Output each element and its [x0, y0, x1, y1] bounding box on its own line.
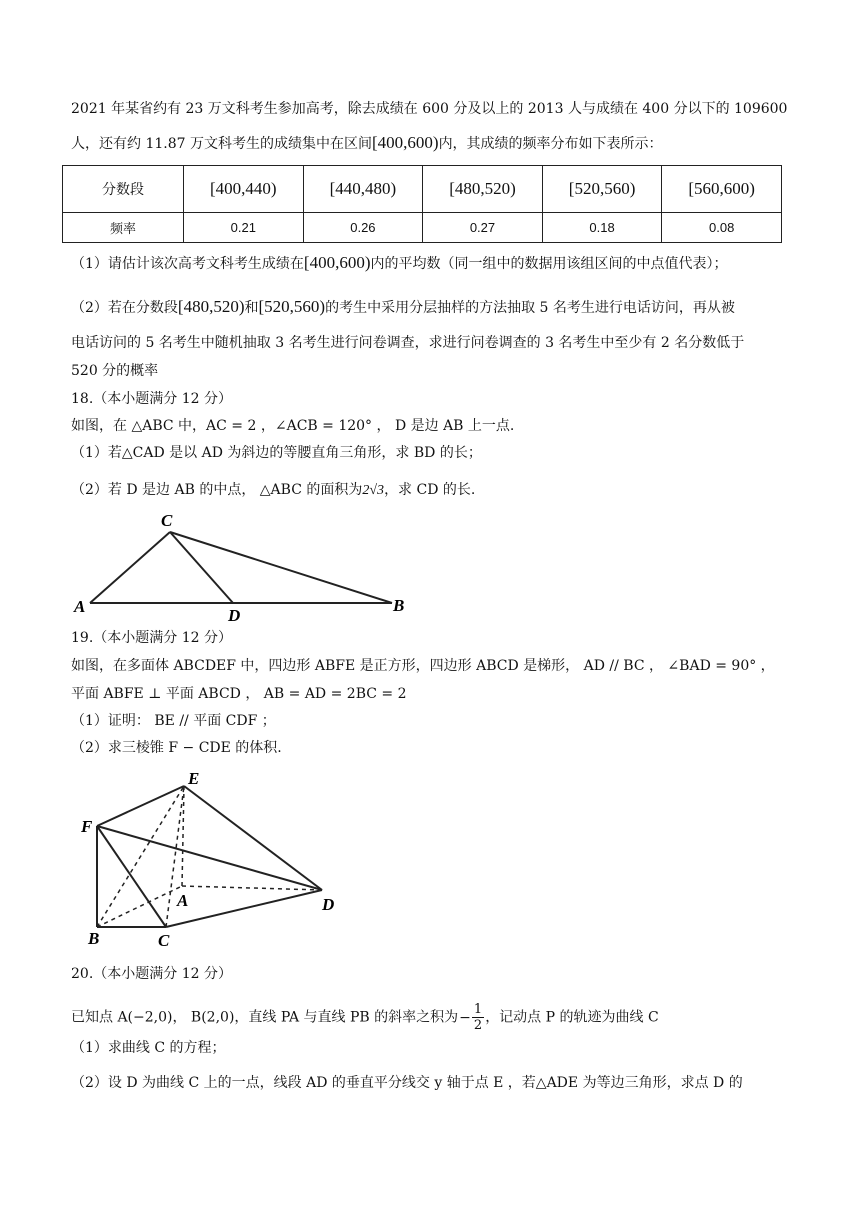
- q17-p1-interval: [400,600): [303, 253, 371, 272]
- edge-fc: [97, 826, 166, 927]
- q17-p2-text-a: （2）若在分数段: [71, 300, 178, 316]
- q19-stem-1: 如图，在多面体 ABCDEF 中，四边形 ABFE 是正方形，四边形 ABCD 是梯形， AD // BC ， ∠BAD = 90° ，: [71, 658, 775, 674]
- label-a: A: [177, 891, 189, 910]
- table-row-freqs: [63, 213, 782, 243]
- q20-fraction-denominator: 2: [473, 1018, 483, 1033]
- edge-ad: [182, 886, 322, 890]
- q20-part-2: （2）设 D 为曲线 C 上的一点，线段 AD 的垂直平分线交 y 轴于点 E ，若△ADE 为等边三角形，求点 D 的: [71, 1075, 743, 1091]
- table-cell-freq: 0.18: [542, 213, 662, 243]
- q20-part-1: （1）求曲线 C 的方程；: [71, 1040, 226, 1056]
- intro-interval: [400,600): [371, 133, 439, 152]
- q17-part-2-line-3: 520 分的概率: [71, 363, 159, 379]
- table-cell-freq: 0.26: [303, 213, 423, 243]
- table-row-intervals: [63, 166, 782, 213]
- table-cell-interval: [440,480): [303, 166, 423, 213]
- q20-fraction-numerator: 1: [473, 1002, 483, 1017]
- q18-p2-text-a: （2）若 D 是边 AB 的中点， △ABC 的面积为: [71, 482, 363, 498]
- label-e: E: [188, 769, 200, 788]
- polyhedron-figure: [78, 766, 340, 951]
- q17-part-2: [71, 297, 735, 318]
- table-cell-freq: 0.21: [184, 213, 304, 243]
- intro-line-1: 2021 年某省约有 23 万文科考生参加高考，除去成绩在 600 分及以上的 2013 人与成绩在 400 分以下的 109600: [71, 101, 788, 117]
- edge-fe: [97, 786, 184, 826]
- table-row-label: 频率: [63, 213, 184, 243]
- label-b: B: [88, 929, 100, 948]
- triangle-figure: [70, 508, 415, 623]
- q18-stem: 如图，在 △ABC 中，AC = 2 ，∠ACB = 120° ， D 是边 AB 上一点.: [71, 418, 515, 434]
- label-d: D: [322, 895, 335, 914]
- table-cell-interval: [560,600): [662, 166, 782, 213]
- q20-stem: [71, 1002, 659, 1033]
- table-cell-freq: 0.08: [662, 213, 782, 243]
- intro-text-a: 人，还有约 11.87 万文科考生的成绩集中在区间: [71, 136, 372, 152]
- q17-p2-text-b: 的考生中采用分层抽样的方法抽取 5 名考生进行电话访问，再从被: [325, 300, 735, 316]
- q19-part-2: （2）求三棱锥 F − CDE 的体积.: [71, 740, 282, 756]
- label-f: F: [81, 817, 93, 836]
- table-cell-interval: [520,560): [542, 166, 662, 213]
- q17-p2-text-mid: 和: [244, 300, 259, 316]
- q18-p2-text-b: ，求 CD 的长.: [384, 482, 476, 498]
- edge-fd: [97, 826, 322, 890]
- q19-part-1: （1）证明： BE // 平面 CDF ；: [71, 713, 276, 729]
- edge-ea: [182, 786, 184, 886]
- table-header-label: 分数段: [63, 166, 184, 213]
- label-c: C: [158, 931, 170, 950]
- q20-fraction: − $\frac{1}{2}$: [459, 1002, 483, 1033]
- label-b: B: [393, 596, 405, 615]
- label-c: C: [161, 511, 173, 530]
- intro-text-b: 内，其成绩的频率分布如下表所示：: [438, 136, 663, 152]
- q19-title: 19.（本小题满分 12 分）: [71, 630, 232, 646]
- q17-p1-text-b: 内的平均数（同一组中的数据用该组区间的中点值代表）；: [370, 256, 728, 272]
- table-cell-interval: [480,520): [423, 166, 543, 213]
- table-cell-freq: 0.27: [423, 213, 543, 243]
- intro-line-2: [71, 133, 663, 154]
- frequency-table: [62, 165, 782, 243]
- q19-stem-2: 平面 ABFE ⊥ 平面 ABCD ， AB = AD = 2BC = 2: [71, 686, 407, 702]
- q18-title: 18.（本小题满分 12 分）: [71, 391, 232, 407]
- q17-p1-text-a: （1）请估计该次高考文科考生成绩在: [71, 256, 304, 272]
- label-d: D: [228, 606, 241, 623]
- q20-stem-text-b: ，记动点 P 的轨迹为曲线 C: [485, 1009, 659, 1026]
- q18-part-1: （1）若△CAD 是以 AD 为斜边的等腰直角三角形，求 BD 的长；: [71, 445, 482, 461]
- q17-part-1: [71, 253, 727, 274]
- q18-part-2: [71, 480, 475, 501]
- edge-ed: [184, 786, 322, 890]
- segment-cb: [170, 532, 392, 603]
- q20-title: 20.（本小题满分 12 分）: [71, 966, 232, 982]
- segment-ac: [90, 532, 170, 603]
- q17-p2-interval-2: [520,560): [258, 297, 326, 316]
- table-cell-interval: [400,440): [184, 166, 304, 213]
- q17-p2-interval-1: [480,520): [177, 297, 245, 316]
- edge-cd: [166, 890, 322, 927]
- q18-area-value: 2√3: [362, 483, 385, 498]
- q20-stem-text-a: 已知点 A(−2,0)， B(2,0)，直线 PA 与直线 PB 的斜率之积为: [71, 1009, 459, 1026]
- q17-part-2-line-2: 电话访问的 5 名考生中随机抽取 3 名考生进行问卷调查，求进行问卷调查的 3 名考生中至少有 2 名分数低于: [71, 335, 745, 351]
- label-a: A: [74, 597, 86, 616]
